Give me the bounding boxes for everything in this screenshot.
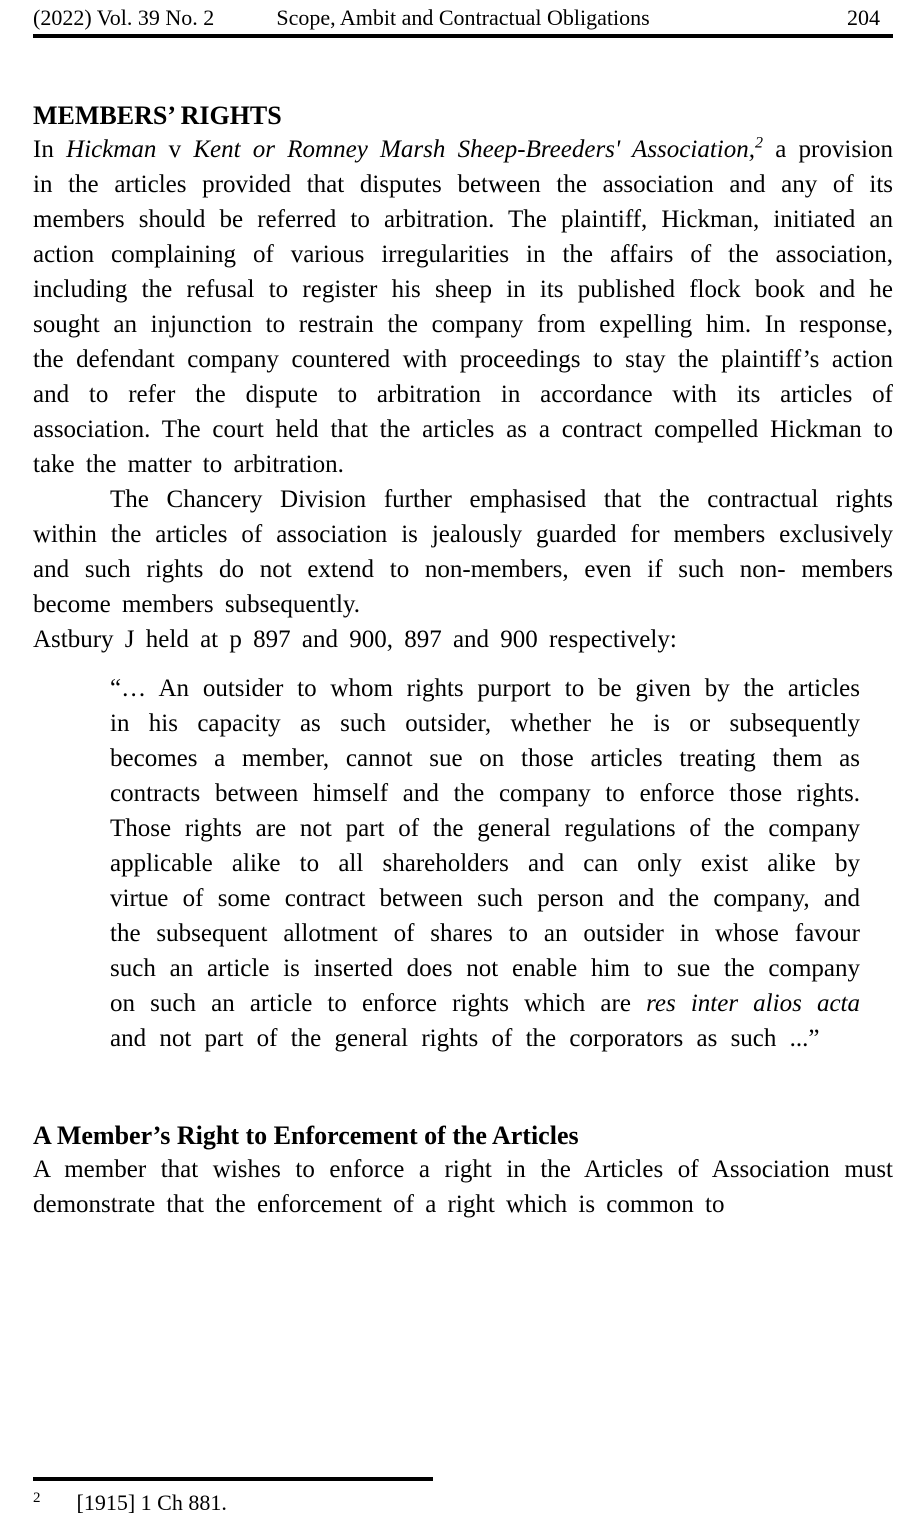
paragraph-astbury-held: Astbury J held at p 897 and 900, 897 and 900 respectively: bbox=[33, 626, 677, 653]
text-run: “… An outsider to whom rights purport to be given by the articles in his capacity as such outsider, whether he is or subsequently becomes a member, cannot sue on those articles treating them as contracts between himself and the company to enforce those rights. Those rights are not part of the general regulations of the company applicable alike to all shareholders and can only exist alike by virtue of some contract between such person and the company, and the subsequent allotment of shares to an outsider in whose favour such an article is inserted does not enable him to sue the company on such an article to enforce rights which are bbox=[110, 675, 860, 1017]
text-run: v bbox=[156, 136, 194, 163]
text-run: and not part of the general rights of the corporators as such ...” bbox=[110, 1025, 820, 1052]
header-rule bbox=[33, 34, 893, 38]
paragraph-hickman-case bbox=[33, 132, 893, 482]
footnote-reference-2: 2 bbox=[754, 134, 763, 152]
case-name-hickman: Hickman bbox=[66, 136, 157, 163]
latin-phrase-res-inter-alios-acta: res inter alios acta bbox=[646, 990, 860, 1017]
case-name-association: Kent or Romney Marsh Sheep-Breeders' Association, bbox=[193, 136, 755, 163]
footnote-entry: 2 [1915] 1 Ch 881. bbox=[33, 1489, 227, 1515]
block-quote-astbury bbox=[110, 671, 860, 1056]
header-volume-citation: (2022) Vol. 39 No. 2 bbox=[33, 5, 215, 30]
section-heading-members-right-enforcement: A Member’s Right to Enforcement of the Articles bbox=[33, 1121, 579, 1150]
page-header bbox=[33, 5, 893, 31]
footnote-text: [1915] 1 Ch 881. bbox=[76, 1490, 227, 1515]
text-run: a provision in the articles provided that disputes between the association and any of its members should be referred to arbitration. The plaintiff, Hickman, initiated an action complaining of various irregularities in the affairs of the association, including the refusal to register his sheep in its published flock book and he sought an injunction to restrain the company from expelling him. In response, the defendant company countered with proceedings to stay the plaintiff’s action and to refer the dispute to arbitration in accordance with its articles of association. The court held that the articles as a contract compelled Hickman to take the matter to arbitration. bbox=[33, 136, 894, 478]
section-heading-members-rights: MEMBERS’ RIGHTS bbox=[33, 101, 282, 130]
text-run: In bbox=[33, 136, 67, 163]
paragraph-chancery-division: The Chancery Division further emphasised that the contractual rights within the articles of association is jealously guarded for members exclusively and such rights do not extend to non-members, even if such non- members become members subsequently. bbox=[33, 486, 893, 618]
footnote-area bbox=[33, 1477, 893, 1516]
paragraph-member-enforce: A member that wishes to enforce a right in the Articles of Association must demonstrate that the enforcement of a right which is common to bbox=[33, 1156, 893, 1218]
footnote-rule bbox=[33, 1477, 433, 1481]
header-page-number: 204 bbox=[847, 5, 880, 30]
header-running-title: Scope, Ambit and Contractual Obligations bbox=[276, 5, 650, 30]
